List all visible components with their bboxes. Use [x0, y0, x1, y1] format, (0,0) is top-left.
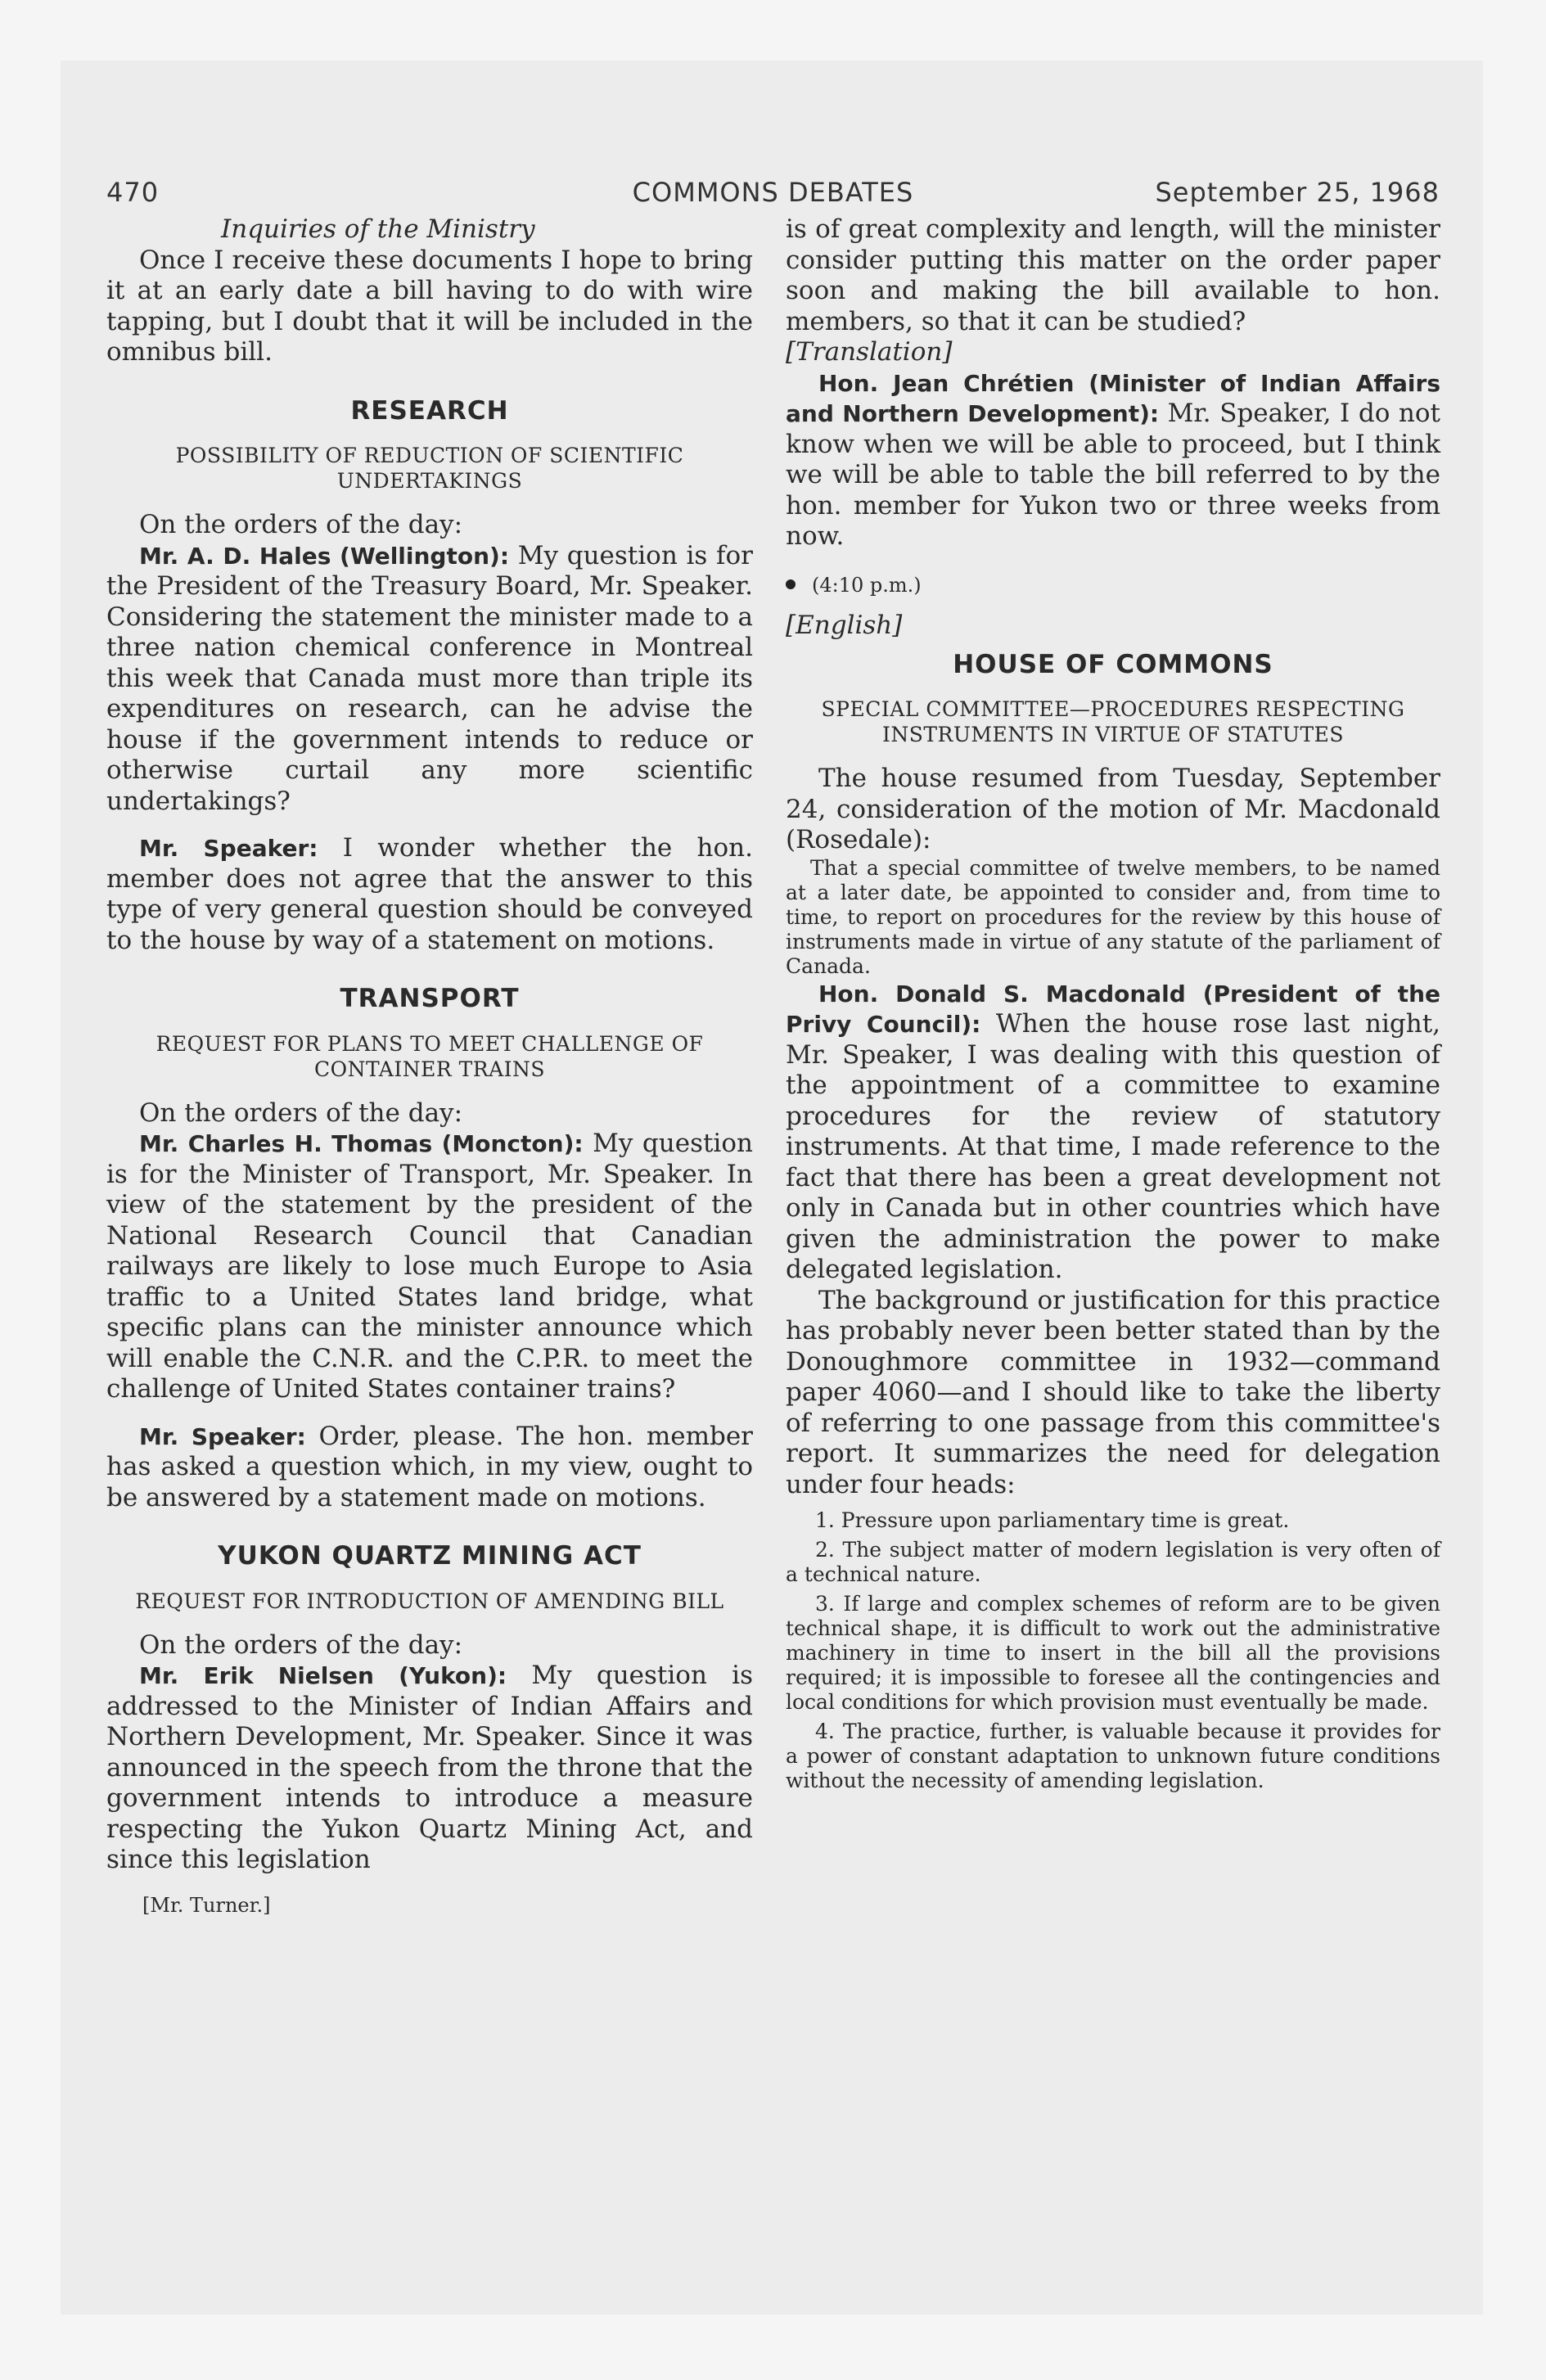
list-item: 2. The subject matter of modern legislation is very often of a technical nature.	[786, 1538, 1440, 1586]
speaker-name: Hon. Donald S. Macdonald (President of the Privy Council):	[786, 980, 1440, 1038]
speech-text: My question is for the Minister of Transport, Mr. Speaker. In view of the statement by the president of the National Research Council that Canadian railways are likely to lose much Europe to Asia traffic to a United States land bridge, what specific plans can the minister announce which will enable the C.N.R. and the C.P.R. to meet the challenge of United States container trains?	[106, 1129, 753, 1404]
right-column	[786, 214, 1440, 1798]
bullet-icon	[786, 579, 796, 589]
background-paragraph: The background or justification for this practice has probably never been better stated than by the Donoughmore committee in 1932—command paper 4060—and I should like to take the liberty of referring to one passage from this committee's report. It summarizes the need for delegation under four heads:	[786, 1285, 1440, 1499]
list-item: 1. Pressure upon parliamentary time is great.	[815, 1508, 1290, 1532]
macdonald-speech	[786, 979, 1440, 1286]
yukon-subheading: REQUEST FOR INTRODUCTION OF AMENDING BILL	[135, 1589, 724, 1613]
speaker-name: Mr. Erik Nielsen (Yukon):	[139, 1662, 507, 1689]
time-stamp: (4:10 p.m.)	[786, 569, 1440, 602]
speech-text: My question is for the President of the Treasury Board, Mr. Speaker. Considering the statement the minister made to a three nation chemical conference in Montreal this week that Canada must more than triple its expenditures on research, can he advise the house if the government intends to reduce or otherwise curtail any more scientific undertakings?	[106, 540, 753, 816]
research-subheading: POSSIBILITY OF REDUCTION OF SCIENTIFIC UNDERTAKINGS	[175, 444, 684, 493]
publication-title: COMMONS DEBATES	[632, 177, 914, 208]
left-column	[106, 214, 753, 1921]
speaker-reply	[106, 833, 753, 956]
speech-text: When the house rose last night, Mr. Speaker, I was dealing with this question of the appointment of a committee to examine procedures for the review of statutory instruments. At that time, I made reference to the fact that there has been a great development not only in Canada but in other countries which have given the administration the power to make delegated legislation.	[786, 1009, 1441, 1284]
nielsen-question	[106, 1661, 753, 1876]
page-number: 470	[106, 177, 160, 208]
transport-subheading: REQUEST FOR PLANS TO MEET CHALLENGE OF CONTAINER TRAINS	[156, 1031, 704, 1081]
orders-of-day: On the orders of the day:	[139, 1098, 463, 1128]
orders-of-day: On the orders of the day:	[139, 1629, 463, 1660]
chretien-answer	[786, 368, 1440, 552]
intro-paragraph: Once I receive these documents I hope to bring it at an early date a bill having to do with wire tapping, but I doubt that it will be included in the omnibus bill.	[106, 245, 753, 367]
orders-of-day: On the orders of the day:	[139, 510, 463, 539]
quoted-list	[786, 1508, 1440, 1793]
hales-question	[106, 541, 753, 818]
running-head: Inquiries of the Ministry	[221, 214, 535, 244]
list-item: 4. The practice, further, is valuable because it provides for a power of constant adaptation to unknown future conditions without the necessity of amending legislation.	[786, 1720, 1440, 1792]
yukon-heading: YUKON QUARTZ MINING ACT	[218, 1541, 642, 1571]
speaker-name: Mr. Charles H. Thomas (Moncton):	[139, 1130, 584, 1157]
transport-heading: TRANSPORT	[340, 984, 520, 1013]
speech-text: My question is addressed to the Minister of Indian Affairs and Northern Development, Mr. Speaker. Since it was announced in the speech from the throne that the government intends to introduce a measure respecting the Yukon Quartz Mining Act, and since this legislation	[106, 1661, 753, 1874]
house-heading: HOUSE OF COMMONS	[953, 649, 1273, 679]
resumed-paragraph: The house resumed from Tuesday, September 24, consideration of the motion of Mr. Macdonald (Rosedale):	[786, 764, 1440, 854]
page-footer: [Mr. Turner.]	[142, 1893, 271, 1917]
speech-text: Mr. Speaker, I do not know when we will be able to proceed, but I think we will be able to table the bill referred to by the hon. member for Yukon two or three weeks from now.	[786, 399, 1440, 551]
speaker-name: Mr. A. D. Hales (Wellington):	[139, 542, 510, 570]
motion-text: That a special committee of twelve members, to be named at a later date, be appointed to consider and, from time to time, to report on procedures for the review by this house of instruments made in virtue of any statute of the parliament of Canada.	[786, 855, 1440, 978]
speech-text: I wonder whether the hon. member does not agree that the answer to this type of very general question should be conveyed to the house by way of a statement on motions.	[106, 833, 753, 955]
page-header	[106, 177, 1440, 218]
house-subheading: SPECIAL COMMITTEE—PROCEDURES RESPECTING INSTRUMENTS IN VIRTUE OF STATUTES	[821, 697, 1405, 746]
page-date: September 25, 1968	[1155, 177, 1440, 208]
speaker-reply	[106, 1422, 753, 1514]
list-item: 3. If large and complex schemes of reform are to be given technical shape, it is difficult to work out the administrative machinery in time to insert in the bill all the provisions required; it is impossible to foresee all the contingencies and local conditions for which provision must eventually be made.	[786, 1592, 1440, 1714]
speaker-name: Hon. Jean Chrétien (Minister of Indian Affairs and Northern Development):	[786, 369, 1440, 427]
thomas-question	[106, 1129, 753, 1405]
speech-text: Order, please. The hon. member has asked a question which, in my view, ought to be answered by a statement made on motions.	[106, 1421, 753, 1512]
english-marker: [English]	[786, 611, 903, 640]
continuation-paragraph: is of great complexity and length, will the minister consider putting this matter on the order paper soon and making the bill available to hon. members, so that it can be studied?	[786, 214, 1440, 336]
translation-marker: [Translation]	[786, 337, 953, 367]
speaker-name: Mr. Speaker:	[139, 1422, 306, 1450]
research-heading: RESEARCH	[350, 395, 509, 426]
speaker-name: Mr. Speaker:	[139, 835, 318, 862]
